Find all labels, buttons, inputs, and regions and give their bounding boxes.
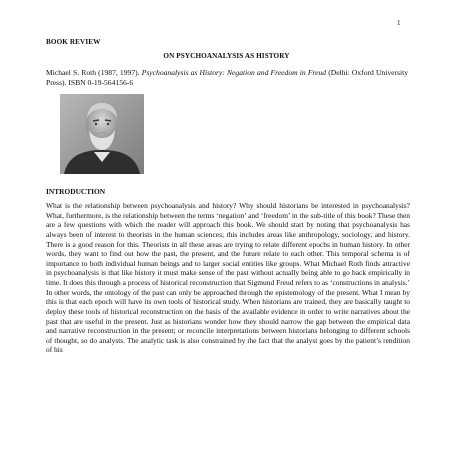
citation-publisher: (Delhi: Oxford University Press). ISBN 0-19-564156-6 [46,68,409,88]
review-title: ON PSYCHOANALYSIS AS HISTORY [163,52,290,60]
citation-author-year: Michael S. Roth (1987, 1997). [46,68,140,77]
book-citation [46,68,408,88]
page-number: 1 [397,19,401,27]
portrait-illustration [60,94,144,174]
body-paragraph: What is the relationship between psychoanalysis and history? Why should historians be interested in psychoanalysis? What, furthermore, is the relationship between the terms ‘negation’ and ‘freedom’ in the sub-title of this book? These then are a few questions with which the reader will approach this book. We should start by noting that psychoanalysis has always been of interest to theorists in the human sciences; this includes areas like anthropology, sociology, and history. There is a good reason for this. Theorists in all these areas are trying to relate different epochs in human history. In other words, they want to find out how the past, the present, and the future relate to each other. This temporal schema is of importance to both individual human beings and to larger social entities like groups. What Michael Roth finds attractive in psychoanalysis is that like history it must make sense of the past without actually being able to go back empirically in time. It does this through a process of historical reconstruction that Sigmund Freud refers to as ‘constructions in analysis.’ In other words, the ontology of the past can only be approached through the epistemology of the present. What I mean by this is that each epoch will have its own tools of historical study. When historians are trained, they are basically taught to deploy these tools of historical reconstruction on the basis of the available evidence in order to write narratives about the past that are useful in the present. Just as historians wonder how they should narrow the gap between the empirical data and narrative reconstruction in the present; or reconcile interpretations between historians belonging to different schools of thought, so do analysts. The analytic task is also constrained by the fact that the analyst goes by the patient’s rendition of his [46,201,410,355]
citation-book-title: Psychoanalysis as History: Negation and Freedom in Freud [141,68,327,77]
author-portrait-photo [60,94,144,174]
section-heading: INTRODUCTION [46,187,106,196]
review-label: BOOK REVIEW [46,38,101,46]
